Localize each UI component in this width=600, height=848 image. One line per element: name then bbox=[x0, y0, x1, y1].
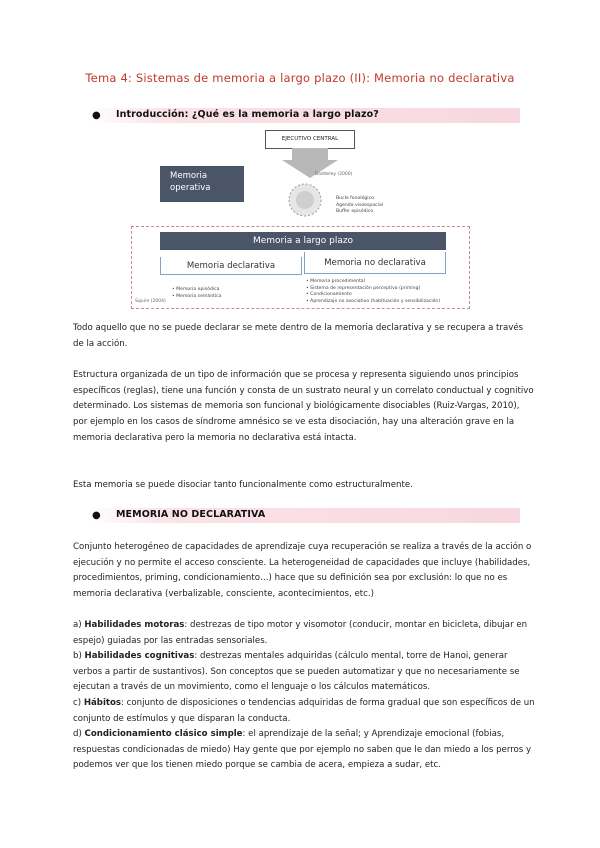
paragraph: Esta memoria se puede disociar tanto funcionalmente como estructuralmente. bbox=[73, 480, 413, 490]
ejecutivo-central-box: EJECUTIVO CENTRAL bbox=[265, 130, 355, 149]
list-item: d) Condicionamiento clásico simple: el aprendizaje de la señal; y Aprendizaje emocional (fobias, respuestas condicionadas de miedo) Hay gente que por ejemplo no saben que le dan miedo a los perros y podemos ver que los tienen miedo porque se cambia de acera, empieza a sudar, etc. bbox=[73, 729, 532, 771]
paragraph: Estructura organizada de un tipo de información que se procesa y representa siguiendo unos principios específicos (reglas), tiene una función y consta de un sustrato neural y un correlato conductual y cognitivo determinado. Los sistemas de memoria son funcional y biológicamente disociables (Ruiz-Vargas, 2010), por ejemplo en los casos de síndrome amnésico se ve esta disociación, hay una alteración grave en la memoria declarativa pero la memoria no declarativa está intacta. bbox=[73, 370, 534, 443]
paragraph: Conjunto heterogéneo de capacidades de aprendizaje cuya recuperación se realiza a través de la acción o ejecución y no permite el acceso consciente. La heterogeneidad de capacidades que incluye (habilidades, procedimientos, priming, condicionamiento…) hace que su definición sea por exclusión: lo que no es memoria declarativa (verbalizable, consciente, acontecimientos, etc.) bbox=[73, 542, 532, 600]
component-item: Buffer episódico bbox=[336, 209, 374, 214]
memoria-operativa-box: Memoria operativa bbox=[160, 166, 244, 202]
list-item: a) Habilidades motoras: destrezas de tipo motor y visomotor (conducir, montar en bicicleta, dibujar en espejo) guiadas por las entradas sensoriales. bbox=[73, 620, 528, 646]
page-title: Tema 4: Sistemas de memoria a largo plazo (II): Memoria no declarativa bbox=[85, 71, 515, 85]
section-intro-label: Introducción: ¿Qué es la memoria a largo plazo? bbox=[116, 109, 379, 120]
list-item: c) Hábitos: conjunto de disposiciones o tendencias adquiridas de forma gradual que son específicos de un conjunto de estímulos y que disparan la conducta. bbox=[73, 698, 535, 724]
paragraph: Todo aquello que no se puede declarar se mete dentro de la memoria declarativa y se recupera a través de la acción. bbox=[73, 323, 524, 349]
section-nodecl-label: MEMORIA NO DECLARATIVA bbox=[116, 509, 266, 520]
citation-baddeley: Baddeley (2000) bbox=[315, 172, 353, 177]
no-declarativa-list bbox=[306, 279, 440, 305]
nodecl-item: • Aprendizaje no asociativo (habituación y sensibilización) bbox=[306, 298, 441, 304]
memoria-no-declarativa-label: Memoria no declarativa bbox=[304, 252, 446, 274]
memoria-largo-plazo-box: Memoria a largo plazo bbox=[160, 232, 446, 250]
bullet-icon: ● bbox=[92, 510, 101, 521]
memoria-declarativa-label: Memoria declarativa bbox=[160, 257, 302, 275]
decl-item: • Memoria semántica bbox=[172, 293, 222, 299]
citation-squire: Squire (2004) bbox=[135, 299, 166, 304]
section-intro-bar bbox=[88, 108, 520, 123]
component-item: Agenda visoespacial bbox=[336, 202, 384, 208]
decl-item: • Memoria episódica bbox=[172, 287, 220, 292]
declarativa-list bbox=[172, 287, 222, 300]
section-nodecl-bar bbox=[88, 508, 520, 523]
gear-brain-icon bbox=[280, 175, 330, 225]
nodecl-item: • Sistema de representación perceptiva (priming) bbox=[306, 285, 421, 291]
nodecl-item: • Condicionamiento bbox=[306, 292, 352, 297]
component-item: Bucle fonológico bbox=[336, 196, 374, 201]
bullet-icon: ● bbox=[92, 110, 101, 121]
operativa-components bbox=[336, 196, 383, 216]
nodecl-item: • Memoria procedimental bbox=[306, 279, 365, 284]
list-item: b) Habilidades cognitivas: destrezas mentales adquiridas (cálculo mental, torre de Hanoi, generar verbos a partir de sustantivos). Son conceptos que se pueden automatizar y que no necesariamente se ejecutan a través de un movimiento, como el lenguaje o los cálculos matemáticos. bbox=[73, 651, 520, 693]
